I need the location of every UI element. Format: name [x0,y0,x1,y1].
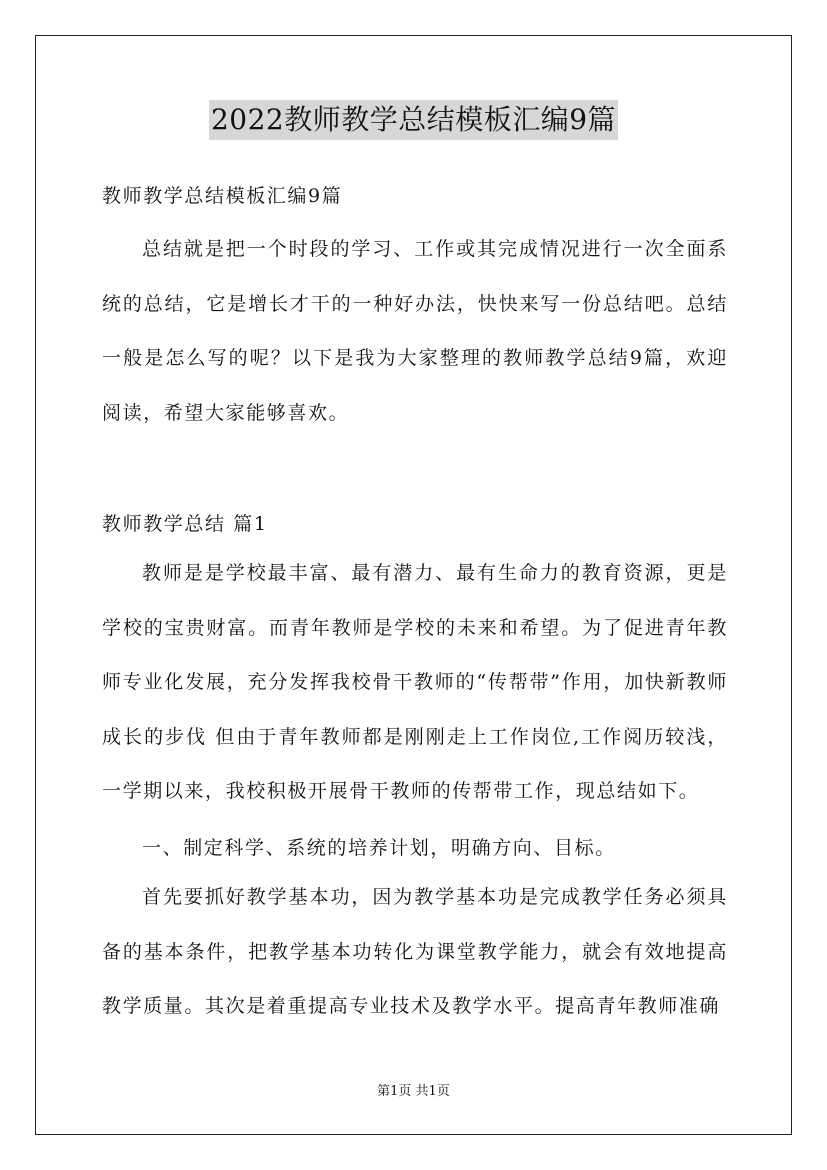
document-title: 2022教师教学总结模板汇编9篇 [209,100,618,140]
section-heading: 教师教学总结 篇1 [102,513,268,535]
section-paragraph-1: 教师是是学校最丰富、最有潜力、最有生命力的教育资源，更是学校的宝贵财富。而青年教师是学校的未来和希望。为了促进青年教师专业化发展，充分发挥我校骨干教师的“传帮带”作用，加快新教师成长的步伐 但由于青年教师都是刚刚走上工作岗位,工作阅历较浅，一学期以来，我校积极开展骨干教师的传帮带工作，现总结如下。 [102,562,728,802]
title-container [0,100,827,140]
document-subtitle: 教师教学总结模板汇编9篇 [102,185,343,207]
page-number: 第1页 共1页 [377,1084,450,1099]
intro-paragraph: 总结就是把一个时段的学习、工作或其完成情况进行一次全面系统的总结，它是增长才干的一种好办法，快快来写一份总结吧。总结一般是怎么写的呢？以下是我为大家整理的教师教学总结9篇，欢迎阅读，希望大家能够喜欢。 [102,238,728,424]
section-item-1: 一、制定科学、系统的培养计划，明确方向、目标。 [142,837,616,859]
section-paragraph-2: 首先要抓好教学基本功，因为教学基本功是完成教学任务必须具备的基本条件，把教学基本功转化为课堂教学能力，就会有效地提高教学质量。其次是着重提高专业技术及教学水平。提高青年教师准确 [102,886,728,1017]
page-footer [0,1080,827,1099]
